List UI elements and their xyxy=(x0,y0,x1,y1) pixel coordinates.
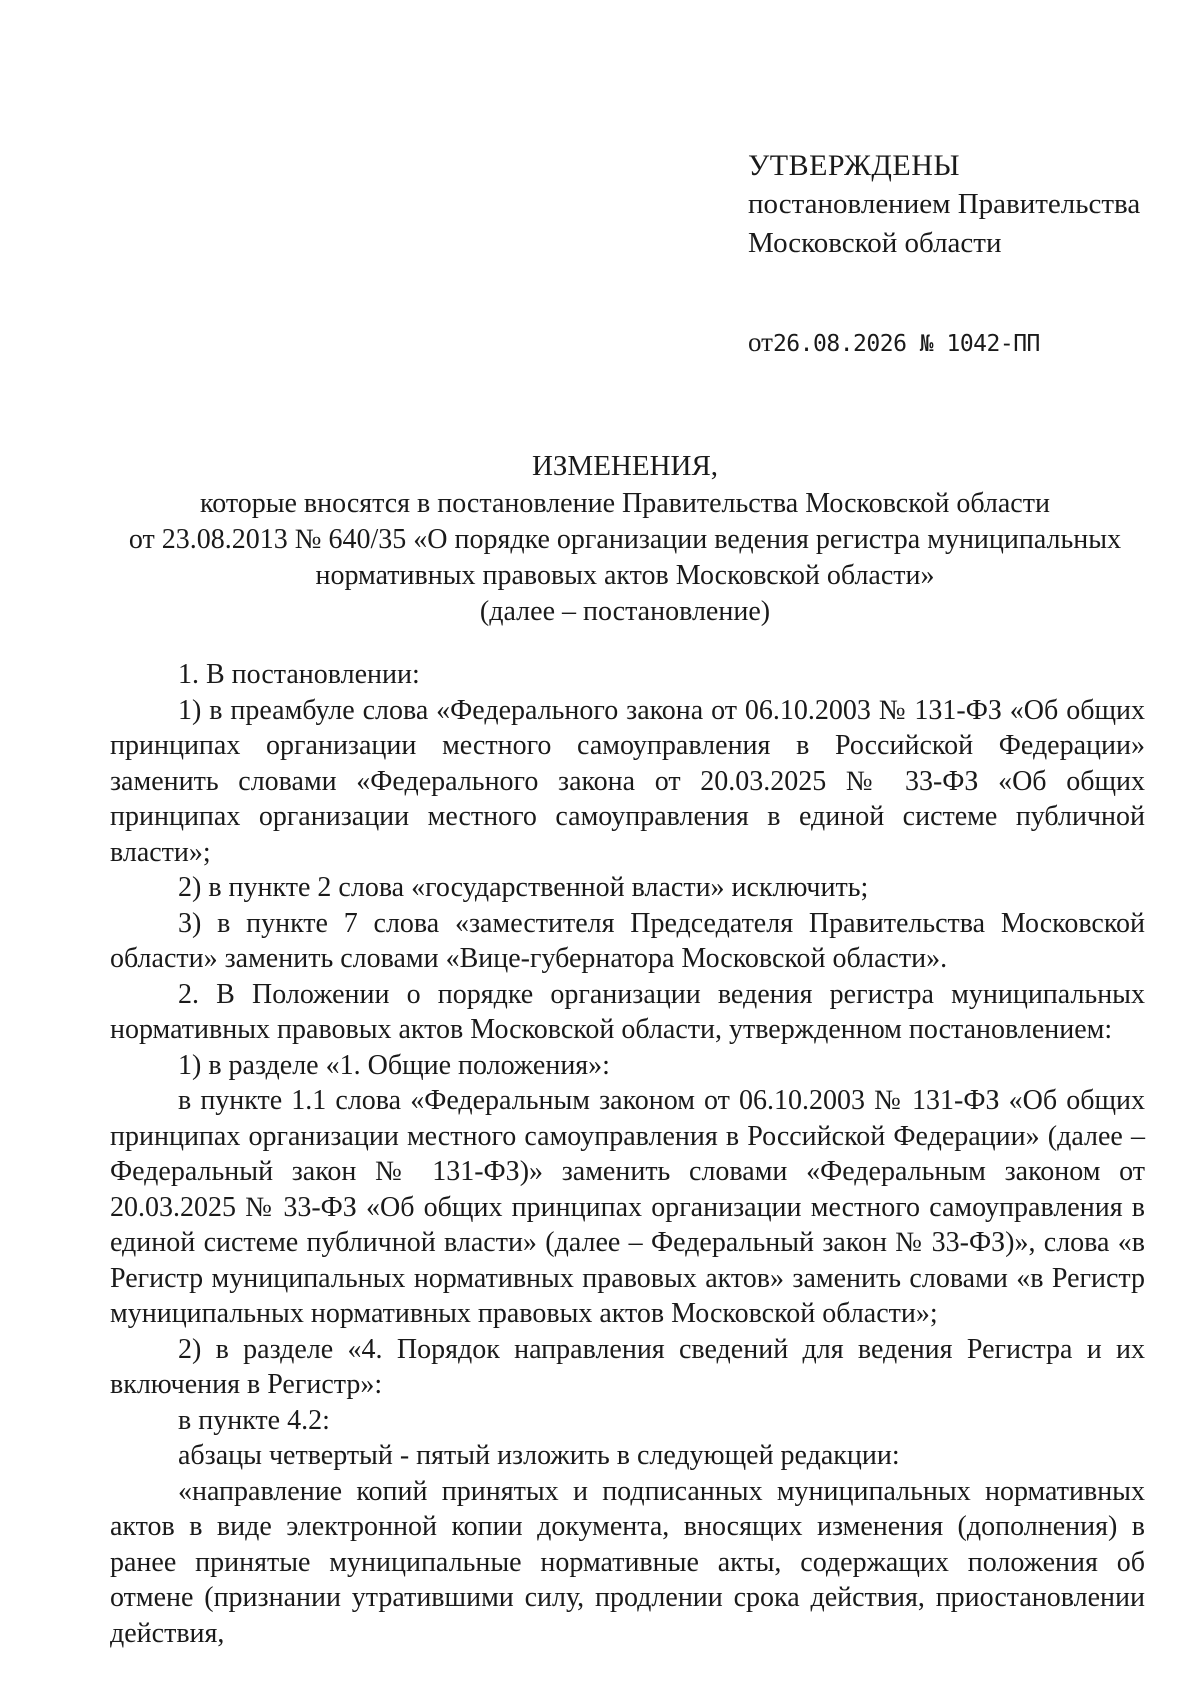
document-title-block xyxy=(100,448,1150,630)
approval-date-number: 26.08.2026 № 1042-ПП xyxy=(772,331,1040,357)
paragraph: в пункте 1.1 слова «Федеральным законом от 06.10.2003 № 131-ФЗ «Об общих принципах организации местного самоуправления в Российской Федерации» (далее – Федеральный закон № 131-ФЗ)» заменить словами «Федеральным законом от 20.03.2025 № 33-ФЗ «Об общих принципах организации местного самоуправления в единой системе публичной власти» (далее – Федеральный закон № 33-ФЗ)», слова «в Регистр муниципальных нормативных правовых актов» заменить словами «в Регистр муниципальных нормативных правовых актов Московской области»; xyxy=(110,1085,1145,1329)
title-line-4: (далее – постановление) xyxy=(479,596,771,627)
paragraph: 2) в пункте 2 слова «государственной власти» исключить; xyxy=(178,872,869,903)
approval-heading: УТВЕРЖДЕНЫ xyxy=(748,149,961,182)
approval-line-1: постановлением Правительства xyxy=(748,188,1141,220)
approval-date-prefix: от xyxy=(748,327,773,357)
paragraph: 2. В Положении о порядке организации ведения регистра муниципальных нормативных правовых актов Московской области, утвержденном постановлением: xyxy=(110,978,1145,1045)
document-body xyxy=(110,657,1145,1651)
paragraph: 1. В постановлении: xyxy=(178,659,420,690)
paragraph: 1) в разделе «1. Общие положения»: xyxy=(178,1049,610,1081)
paragraph: 3) в пункте 7 слова «заместителя Председателя Правительства Московской области» заменить словами «Вице-губернатора Московской области». xyxy=(110,907,1145,974)
title-line-1: которые вносятся в постановление Правительства Московской области xyxy=(200,488,1050,519)
paragraph: 2) в разделе «4. Порядок направления сведений для ведения Регистра и их включения в Регистр»: xyxy=(110,1333,1145,1400)
approval-line-2: Московской области xyxy=(748,227,1002,259)
paragraph: «направление копий принятых и подписанных муниципальных нормативных актов в виде электронной копии документа, вносящих изменения (дополнения) в ранее принятые муниципальные нормативные акты, содержащих положения об отмене (признании утратившими силу, продлении срока действия, приостановлении действия, xyxy=(110,1475,1145,1649)
approval-stamp-block xyxy=(748,146,1168,364)
title-line-2: от 23.08.2013 № 640/35 «О порядке организации ведения регистра муниципальных xyxy=(128,524,1122,555)
document-title: ИЗМЕНЕНИЯ, xyxy=(531,450,719,482)
title-line-3: нормативных правовых актов Московской области» xyxy=(315,560,935,591)
approval-date-line xyxy=(748,323,1168,364)
paragraph: 1) в преамбуле слова «Федерального закона от 06.10.2003 № 131-ФЗ «Об общих принципах организации местного самоуправления в Российской Федерации» заменить словами «Федерального закона от 20.03.2025 № 33-ФЗ «Об общих принципах организации местного самоуправления в единой системе публичной власти»; xyxy=(110,694,1145,868)
paragraph: в пункте 4.2: xyxy=(178,1404,330,1436)
paragraph: абзацы четвертый - пятый изложить в следующей редакции: xyxy=(178,1440,900,1471)
